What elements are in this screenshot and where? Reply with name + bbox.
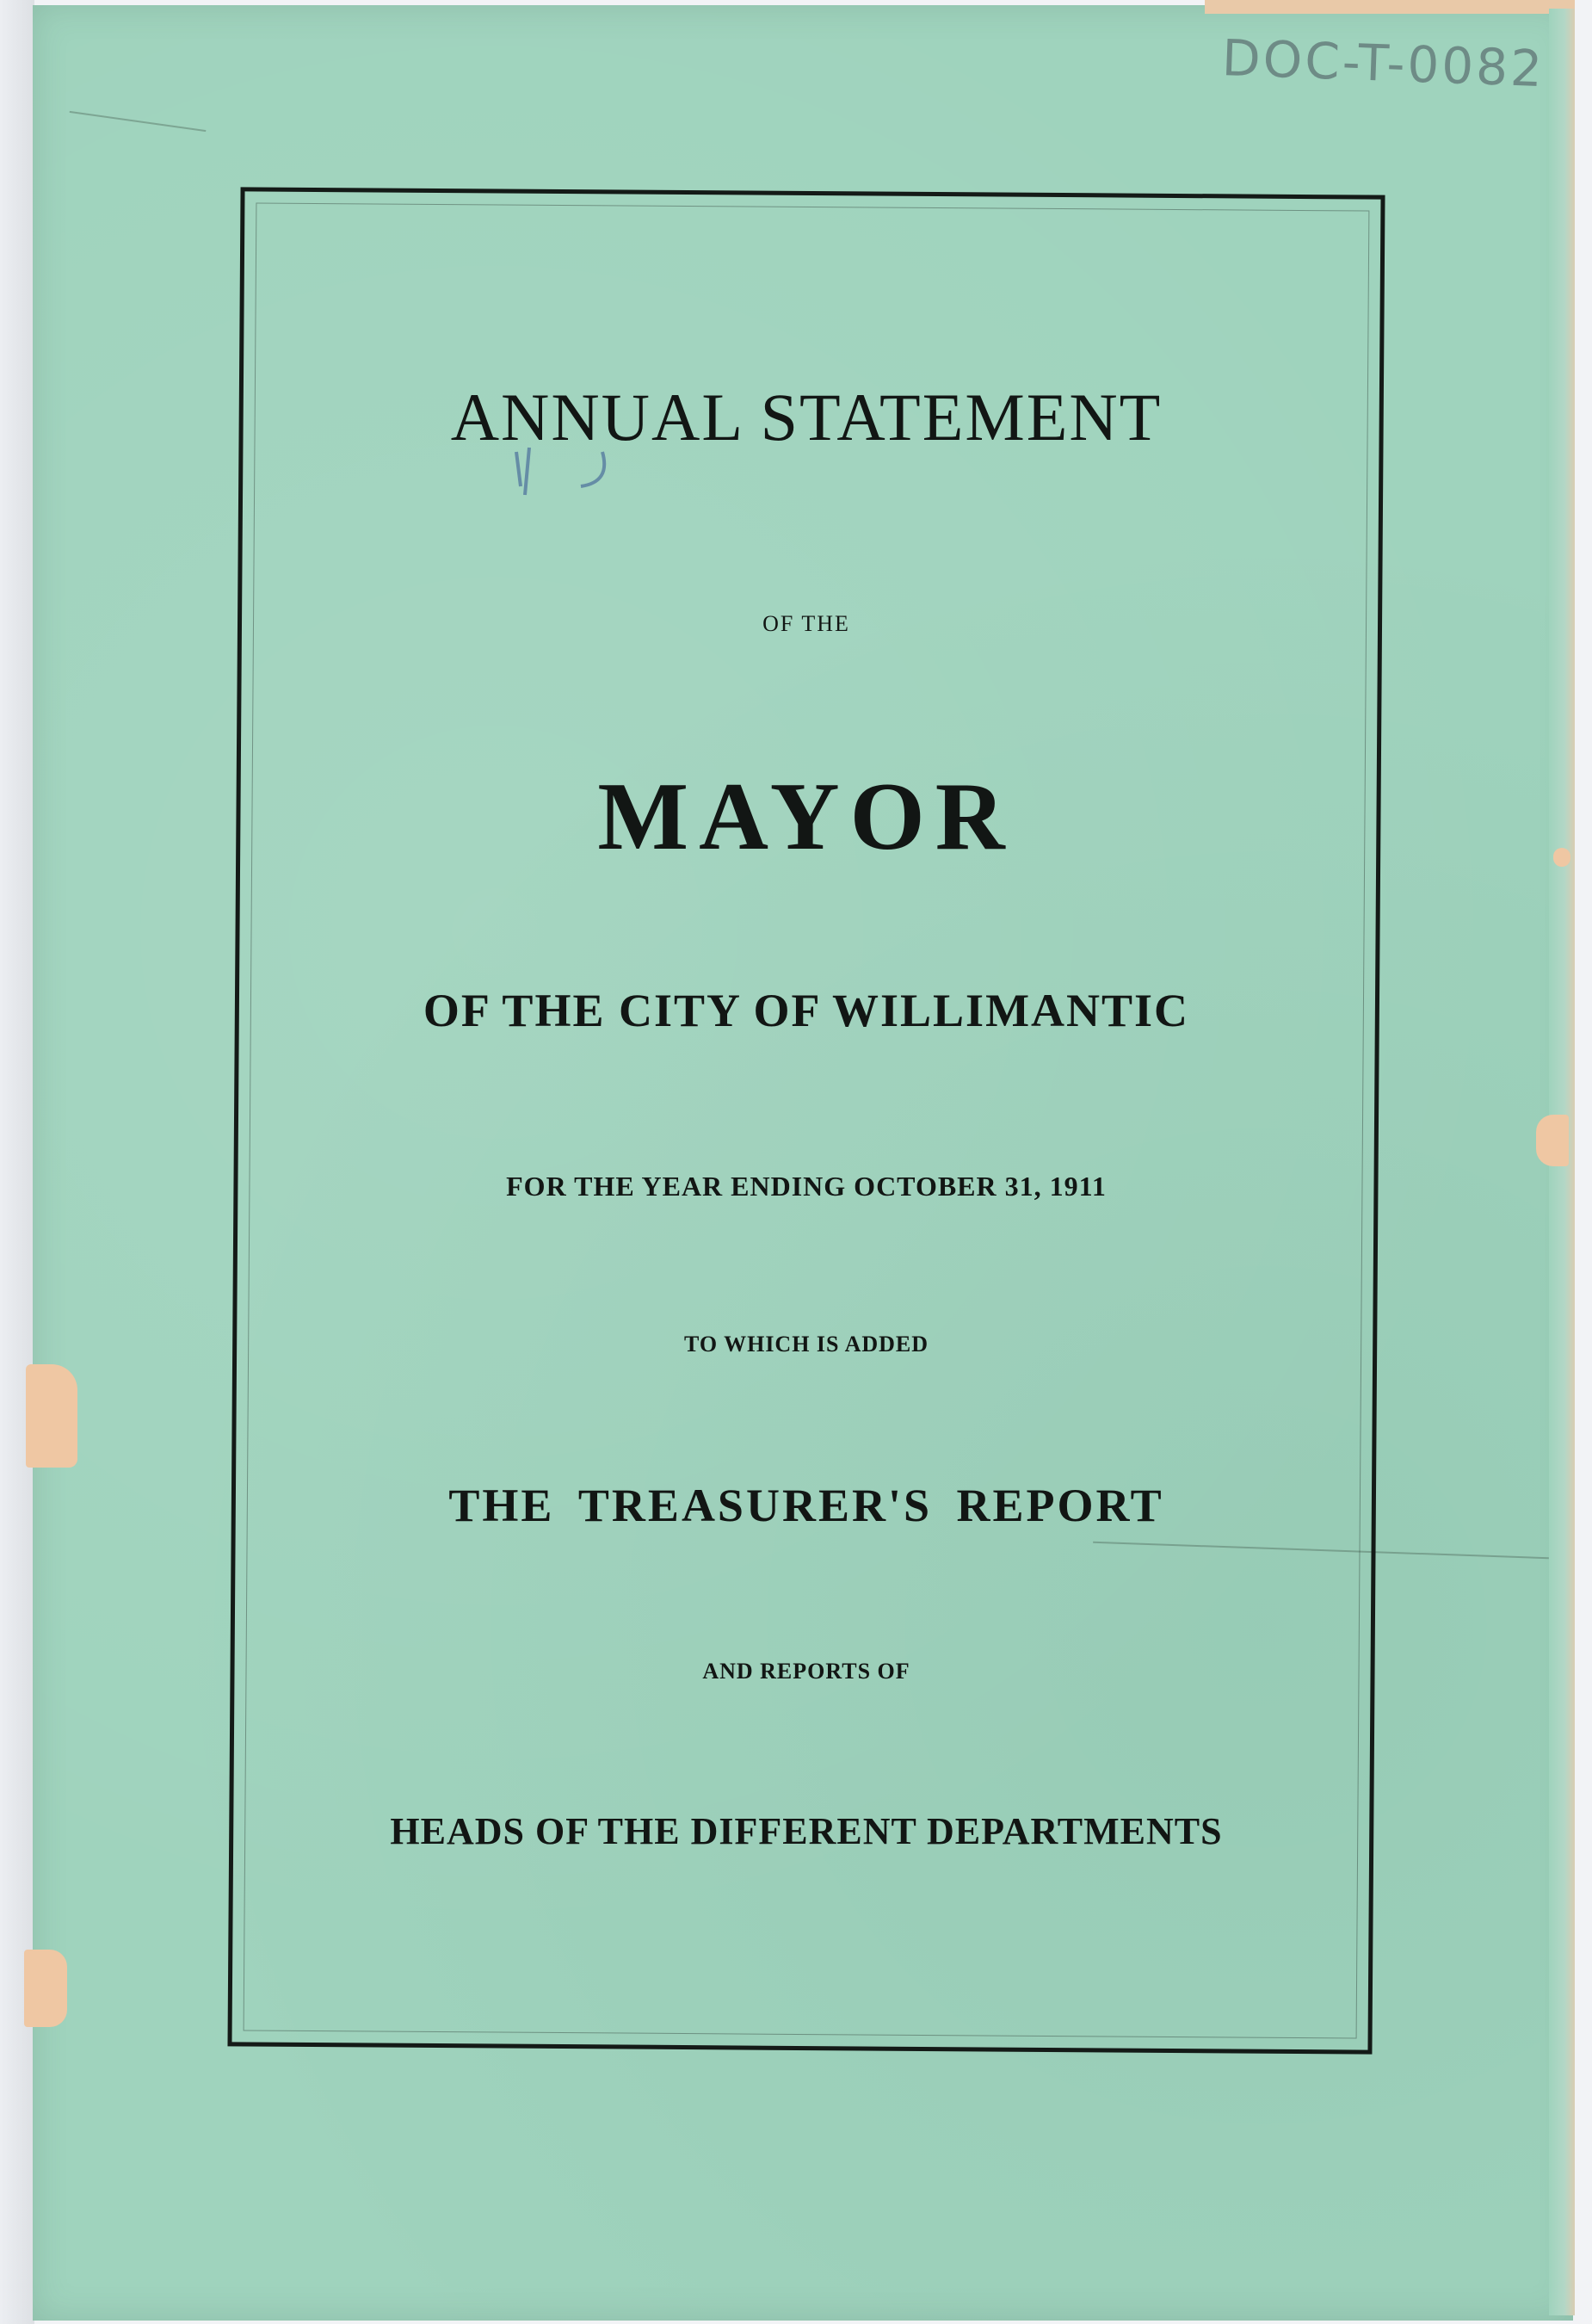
catalog-number: DOC-T-0082	[1220, 28, 1546, 99]
cover-inner-rule	[244, 203, 1370, 2039]
cover-treasurer-report: THE TREASURER'S REPORT	[448, 1480, 1164, 1531]
cover-top-edge	[1205, 0, 1575, 14]
cover-office: MAYOR	[597, 763, 1015, 870]
torn-edge-left-lower	[24, 1950, 67, 2027]
cover-city: OF THE CITY OF WILLIMANTIC	[423, 985, 1190, 1036]
cover-departments: HEADS OF THE DIFFERENT DEPARTMENTS	[390, 1810, 1223, 1852]
torn-spot-right	[1553, 848, 1570, 867]
cover-period: FOR THE YEAR ENDING OCTOBER 31, 1911	[506, 1171, 1107, 1202]
cover-connector-reports: AND REPORTS OF	[702, 1659, 910, 1684]
torn-edge-right	[1536, 1115, 1569, 1166]
cover-title: ANNUAL STATEMENT	[450, 380, 1163, 454]
cover-connector-added: TO WHICH IS ADDED	[683, 1332, 929, 1357]
torn-corner-left	[26, 1364, 77, 1468]
cover-connector-of-the: OF THE	[762, 611, 850, 636]
